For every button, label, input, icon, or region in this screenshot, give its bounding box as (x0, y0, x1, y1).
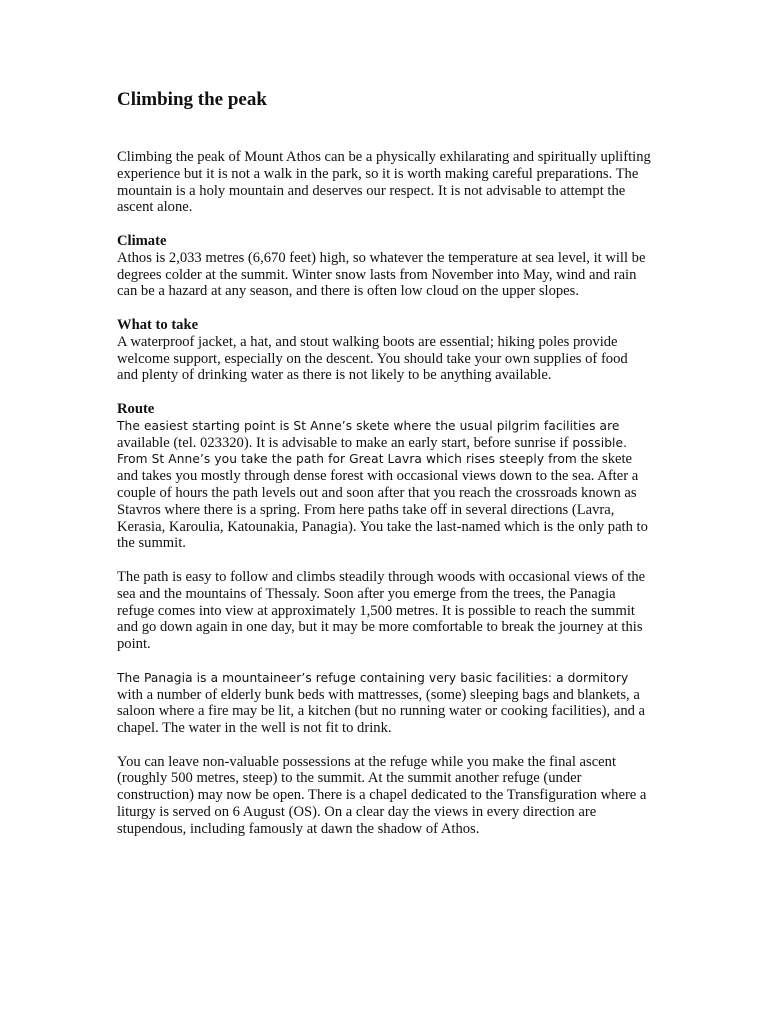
document-page (117, 88, 652, 854)
what-to-take-text: A waterproof jacket, a hat, and stout walking boots are essential; hiking poles provide welcome support, especially on the descent. You should take your own supplies of food and plenty of drinking water as there is not likely to be anything available. (117, 333, 628, 384)
route-text-part-1: The easiest starting point is St Anne’s skete where the usual pilgrim facilities are (117, 418, 620, 433)
path-paragraph: The path is easy to follow and climbs steadily through woods with occasional views of the sea and the mountains of Thessaly. Soon after you emerge from the trees, the Panagia refuge comes into view at approximately 1,500 metres. It is possible to reach the summit and go down again in one day, but it may be more comfortable to break the journey at this point. (117, 568, 646, 653)
what-to-take-heading: What to take (117, 316, 199, 333)
climate-section (117, 233, 652, 300)
climate-heading: Climate (117, 232, 167, 249)
panagia-text-part-2: with a number of elderly bunk beds with mattresses, (some) sleeping bags and blankets, a saloon where a fire may be lit, a kitchen (but no running water or cooking facilities), and a chapel. The water in the well is not fit to drink. (117, 686, 646, 737)
route-heading: Route (117, 400, 155, 417)
route-section (117, 401, 652, 552)
panagia-paragraph (117, 670, 652, 737)
final-paragraph: You can leave non-valuable possessions at the refuge while you make the final ascent (roughly 500 metres, steep) to the summit. At the summit another refuge (under construction) may now be open. There is a chapel dedicated to the Transfiguration where a liturgy is served on 6 August (OS). On a clear day the views in every direction are stupendous, including famously at dawn the shadow of Athos. (117, 753, 647, 837)
climate-text: Athos is 2,033 metres (6,670 feet) high, so whatever the temperature at sea level, it will be degrees colder at the summit. Winter snow lasts from November into May, wind and rain can be a hazard at any season, and there is often low cloud on the upper slopes. (117, 249, 646, 300)
route-text-part-3: possible. From St Anne’s you take the path for Great Lavra which rises steeply from (117, 435, 628, 467)
intro-paragraph: Climbing the peak of Mount Athos can be a physically exhilarating and spiritually uplifting experience but it is not a walk in the park, so it is worth making careful preparations. The mountain is a holy mountain and deserves our respect. It is not advisable to attempt the ascent alone. (117, 149, 651, 216)
panagia-text-part-1: The Panagia is a mountaineer’s refuge containing very basic facilities: a dormitory (117, 670, 629, 685)
route-text-part-4: the skete and takes you mostly through dense forest with occasional views down to the sea. After a couple of hours the path levels out and soon after that you reach the crossroads known as Stavros where there is a spring. From here paths take off in several directions (Lavra, Kerasia, Karoulia, Katounakia, Panagia). You take the last-named which is the only path to the summit. (117, 451, 648, 552)
page-title: Climbing the peak (117, 89, 267, 110)
what-to-take-section (117, 317, 652, 384)
route-text-part-2: available (tel. 023320). It is advisable to make an early start, before sunrise if (117, 434, 569, 451)
